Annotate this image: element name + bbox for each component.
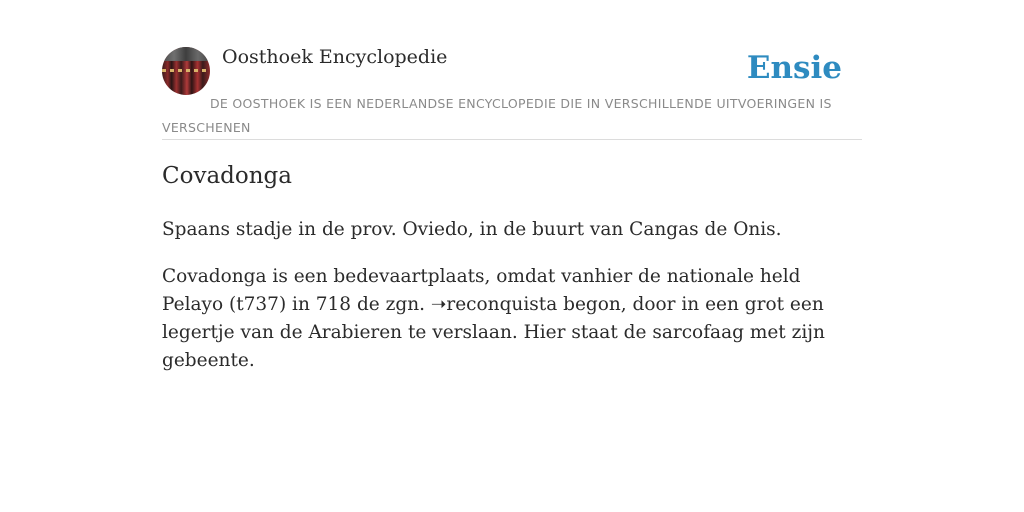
article-paragraph-1: Spaans stadje in de prov. Oviedo, in de buurt van Cangas de Onis. <box>162 219 782 240</box>
site-header <box>162 40 862 140</box>
ensie-logo[interactable]: Ensie <box>746 50 842 86</box>
page-container <box>162 40 862 371</box>
encyclopedia-avatar[interactable] <box>162 47 210 95</box>
site-name-link[interactable]: Oosthoek Encyclopedie <box>222 46 448 68</box>
article-title: Covadonga <box>162 163 292 189</box>
site-tagline: DE OOSTHOEK IS EEN NEDERLANDSE ENCYCLOPEDIE DIE IN VERSCHILLENDE UITVOERINGEN IS VERSCHENEN <box>162 96 832 135</box>
article-paragraph-2: Covadonga is een bedevaartplaats, omdat vanhier de nationale held Pelayo (t737) in 718 de zgn. ➝reconquista begon, door in een grot een legertje van de Arabieren te verslaan. Hier staat de sarcofaag met zijn gebeente. <box>162 266 825 371</box>
